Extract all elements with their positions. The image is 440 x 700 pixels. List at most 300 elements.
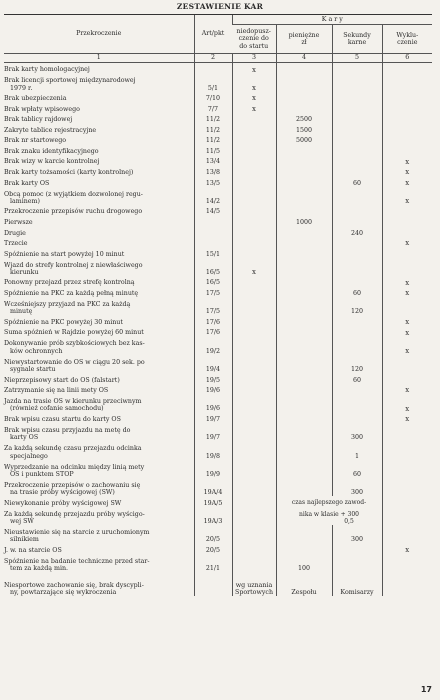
- no-start-cell: [232, 176, 276, 187]
- seconds-cell: 240: [332, 226, 382, 237]
- money-cell: [276, 297, 332, 315]
- offense-text-continued: ków ochronnych: [10, 347, 63, 355]
- exclusion-cell: x: [382, 237, 432, 248]
- exclusion-cell: [382, 145, 432, 156]
- table-row: [4, 92, 432, 103]
- money-cell: 2500: [276, 113, 332, 124]
- header-exclusion-label: Wyklu- czenie: [396, 31, 419, 46]
- seconds-cell: 60: [332, 460, 382, 478]
- header-money: [276, 25, 332, 54]
- col-number: 1: [4, 54, 194, 63]
- no-start-cell: [232, 205, 276, 216]
- money-cell: [276, 287, 332, 298]
- money-cell: [276, 394, 332, 412]
- exclusion-cell: [382, 478, 432, 496]
- no-start-cell: [232, 441, 276, 459]
- seconds-cell: [332, 337, 382, 355]
- exclusion-cell: [382, 554, 432, 572]
- offense-description: [4, 543, 194, 554]
- no-start-cell: [232, 460, 276, 478]
- offense-description: [4, 394, 194, 412]
- offense-text: J. w. na starcie OS: [4, 546, 62, 554]
- offense-text: Trzecie: [4, 240, 28, 248]
- money-cell: [276, 355, 332, 373]
- offense-description: [4, 496, 194, 507]
- exclusion-cell: [382, 205, 432, 216]
- offense-description: [4, 74, 194, 92]
- exclusion-cell: [382, 460, 432, 478]
- table-row: [4, 478, 432, 496]
- article-cell: 20/5: [194, 543, 232, 554]
- seconds-cell: [332, 74, 382, 92]
- table-row: [4, 155, 432, 166]
- no-start-cell: x: [232, 102, 276, 113]
- offense-text: Brak tablicy rajdowej: [4, 116, 73, 124]
- money-cell: [276, 63, 332, 74]
- exclusion-cell: [382, 507, 432, 525]
- table-row: [4, 507, 432, 525]
- offense-text-continued: sygnale startu: [10, 365, 56, 373]
- article-cell: 11/2: [194, 134, 232, 145]
- seconds-cell: 300: [332, 423, 382, 441]
- money-cell: [276, 413, 332, 424]
- exclusion-cell: x: [382, 166, 432, 177]
- table-row: [4, 216, 432, 227]
- fastest-time-note: czas najlepszego zawod-: [276, 496, 382, 507]
- money-cell: [276, 145, 332, 156]
- offense-text: Brak wpisu czasu startu do karty OS: [4, 415, 121, 423]
- exclusion-cell: x: [382, 155, 432, 166]
- seconds-cell: [332, 413, 382, 424]
- article-cell: 20/5: [194, 525, 232, 543]
- header-kary: K a r y: [232, 15, 432, 25]
- no-start-cell: [232, 478, 276, 496]
- money-cell: [276, 155, 332, 166]
- offense-text: Zatrzymanie się na linii mety OS: [4, 387, 109, 395]
- table-row: [4, 287, 432, 298]
- offense-text: Brak karty tożsamości (karty kontrolnej): [4, 169, 134, 177]
- exclusion-cell: [382, 123, 432, 134]
- article-cell: 14/5: [194, 205, 232, 216]
- table-row: [4, 205, 432, 216]
- exclusion-cell: [382, 92, 432, 103]
- table-row: [4, 394, 432, 412]
- money-cell: [276, 441, 332, 459]
- money-cell: [276, 226, 332, 237]
- exclusion-cell: x: [382, 276, 432, 287]
- table-row: [4, 237, 432, 248]
- offense-text: Jazda na trasie OS w kierunku przeciwnym: [4, 398, 142, 406]
- table-row: [4, 276, 432, 287]
- offense-text: Nieustawienie się na starcie z uruchomionym: [4, 529, 150, 537]
- seconds-cell: [332, 315, 382, 326]
- article-cell: 19A/4: [194, 478, 232, 496]
- article-cell: 13/4: [194, 155, 232, 166]
- seconds-cell: [332, 276, 382, 287]
- no-start-cell: [232, 413, 276, 424]
- article-cell: 19/7: [194, 423, 232, 441]
- exclusion-cell: x: [382, 315, 432, 326]
- col-number: 2: [194, 54, 232, 63]
- offense-text-continued: silnikiem: [10, 536, 39, 544]
- exclusion-cell: [382, 297, 432, 315]
- offense-description: [4, 423, 194, 441]
- no-start-cell: [232, 166, 276, 177]
- exclusion-cell: [382, 247, 432, 258]
- article-cell: 7/10: [194, 92, 232, 103]
- table-row: [4, 247, 432, 258]
- table-row: [4, 74, 432, 92]
- money-cell: [276, 326, 332, 337]
- offense-text: Spóźnienie na PKC za każdą pełną minutę: [4, 289, 139, 297]
- money-cell: [276, 478, 332, 496]
- offense-description: [4, 384, 194, 395]
- no-start-cell: x: [232, 74, 276, 92]
- fastest-time-note: [276, 507, 382, 525]
- offense-description: [4, 554, 194, 572]
- money-cell: [276, 74, 332, 92]
- offense-description: [4, 478, 194, 496]
- seconds-cell: [332, 237, 382, 248]
- offense-text: Przekroczenie przepisów o zachowaniu się: [4, 481, 141, 489]
- article-cell: 19/6: [194, 384, 232, 395]
- offense-description: [4, 572, 194, 596]
- money-cell: [276, 460, 332, 478]
- offense-text: Zakryte tablice rejestracyjne: [4, 126, 97, 134]
- offense-description: [4, 63, 194, 74]
- page-number: 17: [420, 685, 432, 694]
- exclusion-cell: x: [382, 176, 432, 187]
- money-cell: [276, 276, 332, 287]
- exclusion-cell: [382, 355, 432, 373]
- offense-description: [4, 413, 194, 424]
- offense-description: [4, 441, 194, 459]
- money-cell: 1000: [276, 216, 332, 227]
- offense-text: Brak nr startowego: [4, 137, 67, 145]
- offense-text: Niewykonanie próby wyścigowej SW: [4, 499, 122, 507]
- exclusion-cell: [382, 134, 432, 145]
- offense-text: Ponowny przejazd przez strefę kontrolną: [4, 279, 135, 287]
- col-number: 3: [232, 54, 276, 63]
- header-seconds: [332, 25, 382, 54]
- no-start-cell: [232, 276, 276, 287]
- no-start-cell: [232, 543, 276, 554]
- table-row: [4, 572, 432, 596]
- article-cell: [194, 216, 232, 227]
- exclusion-cell: [382, 525, 432, 543]
- exclusion-cell: [382, 226, 432, 237]
- offense-text-continued: na trasie próby wyścigowej (SW): [10, 489, 115, 497]
- seconds-cell: [332, 92, 382, 103]
- seconds-cell: 60: [332, 373, 382, 384]
- offense-description: [4, 525, 194, 543]
- article-cell: 19/5: [194, 373, 232, 384]
- no-start-cell: [232, 216, 276, 227]
- article-cell: 5/1: [194, 74, 232, 92]
- header-no-start-label: niedopusz- czenie do do startu: [236, 27, 271, 50]
- article-cell: 15/1: [194, 247, 232, 258]
- seconds-cell: 300: [332, 525, 382, 543]
- exclusion-cell: [382, 102, 432, 113]
- offense-text-continued: (również cofanie samochodu): [10, 405, 104, 413]
- seconds-cell: [332, 63, 382, 74]
- exclusion-cell: [382, 441, 432, 459]
- no-start-cell: x: [232, 258, 276, 276]
- article-cell: [194, 226, 232, 237]
- article-cell: 19A/3: [194, 507, 232, 525]
- exclusion-cell: [382, 258, 432, 276]
- offense-description: [4, 355, 194, 373]
- table-row: [4, 554, 432, 572]
- no-start-cell: [232, 123, 276, 134]
- fastest-time-note-text: nika w klasie + 300: [299, 510, 359, 518]
- offense-description: [4, 205, 194, 216]
- money-cell: [276, 543, 332, 554]
- money-cell: 100: [276, 554, 332, 572]
- offense-text: Brak wpłaty wpisowego: [4, 105, 80, 113]
- offense-description: [4, 337, 194, 355]
- offense-description: [4, 507, 194, 525]
- no-start-cell: [232, 297, 276, 315]
- no-start-cell: [232, 423, 276, 441]
- seconds-cell: [332, 102, 382, 113]
- exclusion-cell: x: [382, 543, 432, 554]
- money-cell: [276, 247, 332, 258]
- table-row: [4, 543, 432, 554]
- article-cell: 11/2: [194, 113, 232, 124]
- table-row: [4, 496, 432, 507]
- money-cell: [276, 176, 332, 187]
- money-cell: [276, 423, 332, 441]
- col-number: 6: [382, 54, 432, 63]
- no-start-cell: [232, 237, 276, 248]
- money-cell: [276, 525, 332, 543]
- header-offense: Przekroczenie: [4, 15, 194, 54]
- offense-text-continued: 1979 r.: [10, 84, 33, 92]
- offense-text-continued: wej SW: [10, 517, 34, 525]
- offense-description: [4, 102, 194, 113]
- no-start-cell: [232, 554, 276, 572]
- money-cell: [276, 205, 332, 216]
- no-start-cell: [232, 113, 276, 124]
- offense-description: [4, 287, 194, 298]
- article-cell: 19A/5: [194, 496, 232, 507]
- article-cell: 19/9: [194, 460, 232, 478]
- offense-text: Drugie: [4, 229, 26, 237]
- money-cell: 5000: [276, 134, 332, 145]
- article-cell: 17/5: [194, 287, 232, 298]
- offense-text-continued: kierunku: [10, 268, 39, 276]
- money-cell: [276, 102, 332, 113]
- offense-description: [4, 226, 194, 237]
- offense-text-continued: tem za każdą min.: [10, 565, 69, 573]
- table-row: [4, 145, 432, 156]
- table-row: [4, 187, 432, 205]
- seconds-cell: 300: [332, 478, 382, 496]
- table-row: [4, 63, 432, 74]
- exclusion-cell: x: [382, 384, 432, 395]
- article-cell: [194, 572, 232, 596]
- table-row: [4, 384, 432, 395]
- offense-description: [4, 297, 194, 315]
- offense-text-continued: laminem): [10, 197, 40, 205]
- table-row: [4, 297, 432, 315]
- article-cell: [194, 63, 232, 74]
- table-row: [4, 226, 432, 237]
- table-row: [4, 326, 432, 337]
- offense-text-continued: ny, powtarzające się wykroczenia: [10, 589, 117, 597]
- money-cell: [276, 258, 332, 276]
- offense-text: Brak licencji sportowej międzynarodowej: [4, 77, 136, 85]
- offense-description: [4, 134, 194, 145]
- article-cell: 16/5: [194, 258, 232, 276]
- seconds-cell: [332, 134, 382, 145]
- offense-description: [4, 113, 194, 124]
- article-cell: 19/8: [194, 441, 232, 459]
- article-cell: 17/5: [194, 297, 232, 315]
- no-start-cell: [232, 384, 276, 395]
- offense-text: Brak wpisu czasu przyjazdu na metę do: [4, 427, 131, 434]
- offense-text: Spóźnienie na start powyżej 10 minut: [4, 250, 125, 258]
- no-start-cell: [232, 355, 276, 373]
- offense-text: Wjazd do strefy kontrolnej z niewłaściwego: [4, 261, 143, 269]
- offense-description: [4, 258, 194, 276]
- seconds-cell: [332, 326, 382, 337]
- article-cell: 11/5: [194, 145, 232, 156]
- table-row: [4, 441, 432, 459]
- table-row: [4, 373, 432, 384]
- no-start-cell: [232, 287, 276, 298]
- offense-description: [4, 247, 194, 258]
- article-cell: 21/1: [194, 554, 232, 572]
- table-row: [4, 113, 432, 124]
- exclusion-cell: x: [382, 287, 432, 298]
- article-cell: 16/5: [194, 276, 232, 287]
- offense-description: [4, 326, 194, 337]
- offense-text: Brak karty OS: [4, 179, 50, 187]
- table-row: [4, 102, 432, 113]
- offense-text: Spóźnienie na badanie techniczne przed star-: [4, 557, 150, 565]
- offense-description: [4, 216, 194, 227]
- table-row: [4, 258, 432, 276]
- header-article: Art/pkt: [194, 15, 232, 54]
- seconds-cell: [332, 166, 382, 177]
- no-start-cell: [232, 496, 276, 507]
- table-row: [4, 355, 432, 373]
- offense-text-continued: specjalnego: [10, 452, 48, 460]
- seconds-value: 0,5: [344, 517, 354, 525]
- table-row: [4, 315, 432, 326]
- offense-description: [4, 315, 194, 326]
- offense-text: Pierwsze: [4, 218, 33, 226]
- offense-description: [4, 92, 194, 103]
- seconds-cell: 60: [332, 287, 382, 298]
- header-exclusion: [382, 25, 432, 54]
- article-cell: 13/5: [194, 176, 232, 187]
- offense-description: [4, 373, 194, 384]
- exclusion-cell: [382, 216, 432, 227]
- article-cell: 17/6: [194, 315, 232, 326]
- exclusion-cell: x: [382, 187, 432, 205]
- seconds-cell: Komisarzy: [332, 572, 382, 596]
- header-seconds-label: Sekundy karne: [343, 31, 371, 46]
- table-row: [4, 176, 432, 187]
- col-number: 4: [276, 54, 332, 63]
- seconds-cell: [332, 258, 382, 276]
- exclusion-cell: [382, 423, 432, 441]
- seconds-cell: [332, 113, 382, 124]
- no-start-cell: [232, 394, 276, 412]
- article-cell: [194, 237, 232, 248]
- no-start-cell: [232, 134, 276, 145]
- seconds-cell: [332, 123, 382, 134]
- seconds-cell: [332, 543, 382, 554]
- offense-description: [4, 460, 194, 478]
- offense-text: Nieprzepisowy start do OS (falstart): [4, 376, 120, 384]
- offense-text-continued: minutę: [10, 308, 33, 316]
- article-cell: 19/7: [194, 413, 232, 424]
- offense-text: Brak karty homologacyjnej: [4, 66, 90, 74]
- col-number: 5: [332, 54, 382, 63]
- offense-text: Brak znaku identyfikacyjnego: [4, 147, 99, 155]
- table-row: [4, 337, 432, 355]
- exclusion-cell: [382, 496, 432, 507]
- offense-description: [4, 145, 194, 156]
- money-cell: [276, 166, 332, 177]
- table-row: [4, 423, 432, 441]
- offense-text: Brak ubezpieczenia: [4, 95, 67, 103]
- no-start-cell: [232, 373, 276, 384]
- money-cell: [276, 92, 332, 103]
- money-cell: [276, 237, 332, 248]
- offense-text: Wyprzedzanie na odcinku między linią mety: [4, 463, 145, 471]
- seconds-cell: [332, 155, 382, 166]
- money-cell: [276, 187, 332, 205]
- money-cell: [276, 373, 332, 384]
- header-no-start: [232, 25, 276, 54]
- offense-text: Suma spóźnień w Rajdzie powyżej 60 minut: [4, 329, 144, 337]
- no-start-cell: [232, 337, 276, 355]
- offense-text-continued: karty OS: [10, 434, 39, 442]
- exclusion-cell: [382, 113, 432, 124]
- seconds-cell: [332, 247, 382, 258]
- article-cell: 19/4: [194, 355, 232, 373]
- seconds-cell: [332, 205, 382, 216]
- exclusion-cell: [382, 74, 432, 92]
- no-start-cell: wg uznania Sportowych: [232, 572, 276, 596]
- no-start-cell: x: [232, 92, 276, 103]
- no-start-cell: [232, 145, 276, 156]
- no-start-cell: [232, 226, 276, 237]
- exclusion-cell: [382, 63, 432, 74]
- offense-text: Niewystartowanie do OS w ciągu 20 sek. po: [4, 358, 145, 366]
- seconds-cell: 120: [332, 297, 382, 315]
- offense-text: Dokonywanie prób szybkościowych bez kas-: [4, 340, 145, 348]
- offense-description: [4, 176, 194, 187]
- seconds-cell: 1: [332, 441, 382, 459]
- article-cell: 11/2: [194, 123, 232, 134]
- offense-description: [4, 123, 194, 134]
- offense-description: [4, 237, 194, 248]
- article-cell: 7/7: [194, 102, 232, 113]
- no-start-cell: [232, 187, 276, 205]
- offense-description: [4, 166, 194, 177]
- no-start-cell: [232, 155, 276, 166]
- exclusion-cell: x: [382, 394, 432, 412]
- exclusion-cell: [382, 373, 432, 384]
- offense-text: Brak wizy w karcie kontrolnej: [4, 158, 100, 166]
- no-start-cell: [232, 326, 276, 337]
